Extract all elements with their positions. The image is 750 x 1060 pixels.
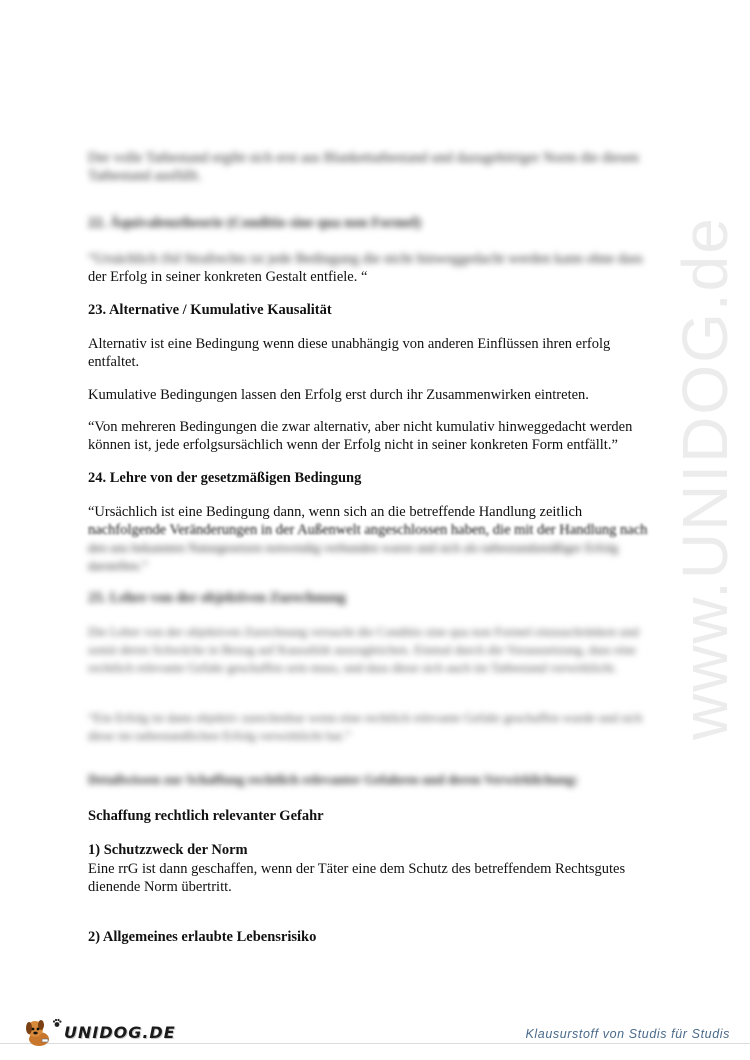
heading-22-blurred: 22. Äquivalenztheorie (Conditio sine qua non Formel) xyxy=(88,215,422,231)
heading-schaffung: Schaffung rechtlich relevanter Gefahr xyxy=(88,808,324,824)
paragraph-schutzzweck: Eine rrG ist dann geschaffen, wenn der Täter eine dem Schutz des betreffendem Rechtsgutes dienende Norm übertritt. xyxy=(88,861,626,895)
paragraph-23-kumulativ: Kumulative Bedingungen lassen den Erfolg erst durch ihr Zusammenwirken eintreten. xyxy=(88,387,589,403)
paragraph-24-partial: nachfolgende Veränderungen in der Außenwelt angeschlossen haben, die mit der Handlung nach xyxy=(88,522,648,538)
paragraph-24-blurred: den uns bekannten Naturgesetzen notwendig verbunden waren und sich als tatbestandsmäßiger Erfolg darstellen.” xyxy=(88,540,619,573)
unidog-logo[interactable] xyxy=(22,1012,176,1052)
paragraph-25a-blurred: Die Lehre von der objektiven Zurechnung versucht die Conditio sine qua non Formel einzuschränken und somit deren Schwäche in Bezug auf Kausalität auszugleichen. Einmal durch die Voraussetzung, dass eine rechtlich relevante Gefahr geschaffen sein muss, und dass diese sich auch im Tatbestand verwirklicht. xyxy=(88,624,639,675)
watermark: www.UNIDOG.de xyxy=(669,216,741,740)
paragraph-23-alternativ: Alternativ ist eine Bedingung wenn diese unabhängig von anderen Einflüssen ihren erfolg entfaltet. xyxy=(88,336,611,370)
footer-slogan: Klausurstoff von Studis für Studis xyxy=(525,1027,730,1041)
heading-lebensrisiko: 2) Allgemeines erlaubte Lebensrisiko xyxy=(88,929,317,945)
heading-detail-blurred: Detailwissen zur Schaffung rechtlich relevanter Gefahren und deren Verwirklichung: xyxy=(88,772,579,787)
dog-mascot-icon xyxy=(22,1015,56,1049)
paragraph-22-visible: der Erfolg in seiner konkreten Gestalt entfiele. “ xyxy=(88,269,368,285)
paw-icon xyxy=(52,1018,62,1028)
paragraph-22-blurred: “Ursächlich iSd Strafrechts ist jede Bedingung die nicht hinweggedacht werden kann ohne dass xyxy=(88,251,643,267)
intro-paragraph-blurred: Der volle Tatbestand ergibt sich erst aus Blankettatbestand und dazugehöriger Norm die diesen Tatbestand ausfüllt. xyxy=(88,150,639,184)
heading-schutzzweck: 1) Schutzzweck der Norm xyxy=(88,842,248,858)
heading-25-blurred: 25. Lehre von der objektiven Zurechnung xyxy=(88,590,346,606)
heading-24: 24. Lehre von der gesetzmäßigen Bedingung xyxy=(88,470,362,486)
paragraph-23-quote: “Von mehreren Bedingungen die zwar alternativ, aber nicht kumulativ hinweggedacht werden können ist, jede erfolgsursächlich wenn der Erfolg nicht in seiner konkreten Form entfällt.” xyxy=(88,419,633,453)
heading-23: 23. Alternative / Kumulative Kausalität xyxy=(88,302,332,318)
paragraph-24-visible: “Ursächlich ist eine Bedingung dann, wenn sich an die betreffende Handlung zeitlich xyxy=(88,504,583,520)
logo-text: UNIDOG.DE xyxy=(64,1022,176,1042)
paragraph-25b-blurred: “Ein Erfolg ist dann objektiv zurechenbar wenn eine rechtlich relevante Gefahr geschaffen wurde und sich diese im tatbestandlichen Erfolg verwirklicht hat.” xyxy=(88,710,643,743)
